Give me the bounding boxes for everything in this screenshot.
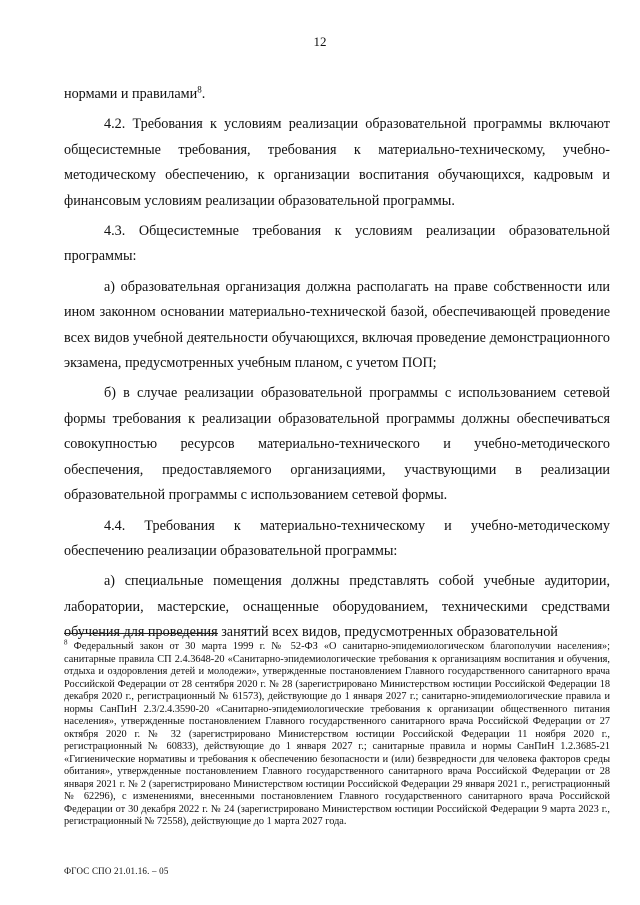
paragraph-4-3-a: а) образовательная организация должна располагать на праве собственности или ином законном основании материально-технической базой, обеспечивающей проведение всех видов учебной деятельности обучающихся, включая проведение демонстрационного экзамена, предусмотренных учебным планом, с учетом ПОП; xyxy=(64,278,610,372)
paragraph-continuation-text: нормами и правилами xyxy=(64,86,198,102)
paragraph-continuation xyxy=(64,82,610,107)
footnote-mark: 8 xyxy=(64,638,68,647)
page-number: 12 xyxy=(313,34,327,49)
document-code: ФГОС СПО 21.01.16. – 05 xyxy=(64,866,169,876)
paragraph-4-3-b: б) в случае реализации образовательной программы с использованием сетевой формы требования к реализации образовательной программы должны обеспечиваться совокупностью ресурсов материально-технического и учебно-методического обеспечения, предоставляемого организациями, участвующими в реализации образовательной программы с использованием сетевой формы. xyxy=(64,385,610,504)
footnote-reference[interactable]: 8 xyxy=(197,84,202,95)
paragraph-4-4-a: а) специальные помещения должны представлять собой учебные аудитории, лаборатории, мастерские, оснащенные оборудованием, техническими средствами обучения для проведения занятий всех видов, предусмотренных образовательной xyxy=(64,573,610,641)
paragraph-4-4: 4.4. Требования к материально-техническому и учебно-методическому обеспечению реализации образовательной программы: xyxy=(64,517,610,559)
footnote-divider xyxy=(64,633,218,634)
paragraph-continuation-end: . xyxy=(201,86,206,102)
paragraph-4-2: 4.2. Требования к условиям реализации образовательной программы включают общесистемные требования, требования к материально-техническому, учебно-методическому обеспечению, к организации воспитания обучающихся, кадровым и финансовым условиям реализации образовательной программы. xyxy=(64,116,610,209)
footnote-text: Федеральный закон от 30 марта 1999 г. № 52-ФЗ «О санитарно-эпидемиологическом благополучии населения»; санитарные правила СП 2.4.3648-20 «Санитарно-эпидемиологические требования к организациям воспитания и обучения, отдыха и оздоровления детей и молодежи», утвержденные постановлением Главного государственного санитарного врача Российской Федерации от 28 сентября 2020 г. № 28 (зарегистрировано Министерством юстиции Российской Федерации 18 декабря 2020 г., регистрационный № 61573), действующие до 1 января 2027 г.; санитарно-эпидемиологические правила и нормы СанПиН 2.3/2.4.3590-20 «Санитарно-эпидемиологические требования к организации общественного питания населения», утвержденные постановлением Главного государственного санитарного врача Российской Федерации от 27 октября 2020 г. № 32 (зарегистрировано Министерством юстиции Российской Федерации 11 ноября 2020 г., регистрационный № 60833), действующие до 1 января 2027 г.; санитарные правила и нормы СанПиН 1.2.3685-21 «Гигиенические нормативы и требования к обеспечению безопасности и (или) безвредности для человека факторов среды обитания», утвержденные постановлением Главного государственного санитарного врача Российской Федерации от 28 января 2021 г. № 2 (зарегистрировано Министерством юстиции Российской Федерации 29 января 2021 г., регистрационный № 62296), с изменениями, внесенными постановлением Главного государственного санитарного врача Российской Федерации от 30 декабря 2022 г. № 24 (зарегистрировано Министерством юстиции Российской Федерации 9 марта 2023 г., регистрационный № 72558), действующие до 1 марта 2027 года. xyxy=(64,641,610,827)
footnote xyxy=(64,638,610,829)
body-text xyxy=(64,82,610,651)
paragraph-4-3: 4.3. Общесистемные требования к условиям реализации образовательной программы: xyxy=(64,223,610,265)
